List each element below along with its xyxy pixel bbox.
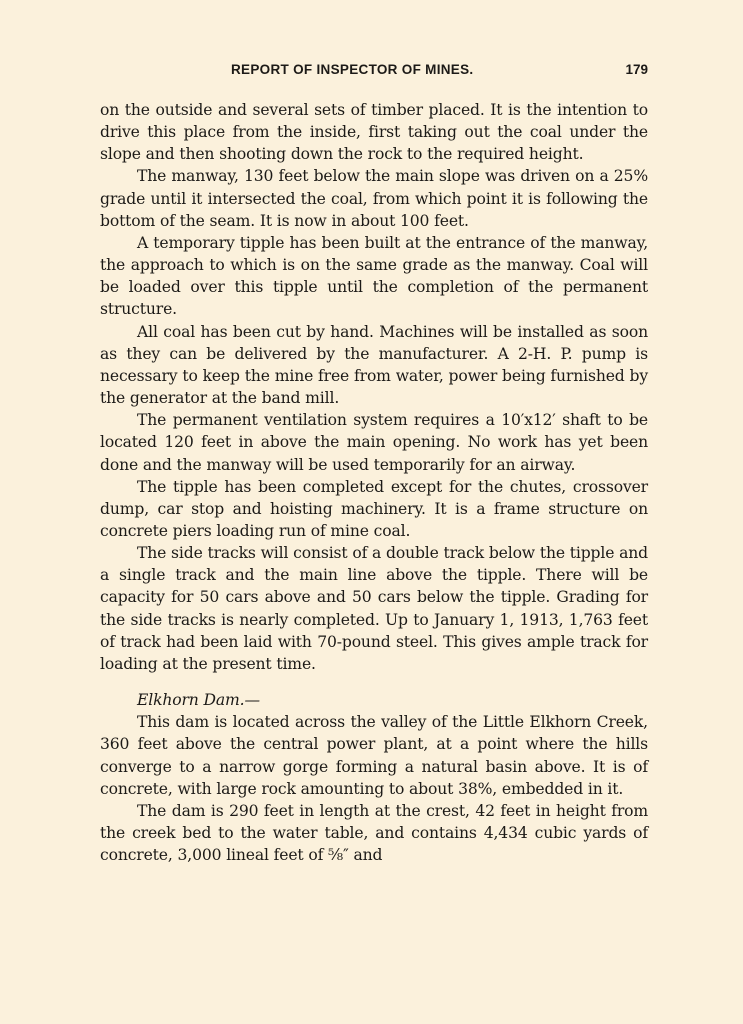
page-header: [100, 62, 648, 82]
section-heading-elkhorn-dam: Elkhorn Dam.—: [137, 691, 260, 710]
paragraph-tipple-completed: The tipple has been completed except for the chutes, crossover dump, car stop and hoisting machinery. It is a frame structure on concrete piers loading run of mine coal.: [100, 477, 648, 540]
paragraph-dam-location: This dam is located across the valley of the Little Elkhorn Creek, 360 feet above the central power plant, at a point where the hills converge to a narrow gorge forming a natural basin above. It is of concrete, with large rock amounting to about 38%, embedded in it.: [100, 713, 648, 798]
paragraph-continuation: on the outside and several sets of timber placed. It is the intention to drive this place from the inside, first taking out the coal under the slope and then shooting down the rock to the required height.: [100, 101, 648, 164]
page-body: [100, 99, 648, 866]
page-number: 179: [625, 62, 648, 77]
paragraph-manway: The manway, 130 feet below the main slope was driven on a 25% grade until it intersected the coal, from which point it is following the bottom of the seam. It is now in about 100 feet.: [100, 167, 648, 230]
paragraph-dam-dimensions: The dam is 290 feet in length at the crest, 42 feet in height from the creek bed to the water table, and contains 4,434 cubic yards of concrete, 3,000 lineal feet of ⅝″ and: [100, 801, 648, 865]
paragraph-temporary-tipple: A temporary tipple has been built at the entrance of the manway, the approach to which is on the same grade as the manway. Coal will be loaded over this tipple until the completion of the permanent structure.: [100, 233, 648, 319]
paragraph-side-tracks: The side tracks will consist of a double track below the tipple and a single track and the main line above the tipple. There will be capacity for 50 cars above and 50 cars below the tipple. Grading for the side tracks is nearly completed. Up to January 1, 1913, 1,763 feet of track had been laid with 70-pound steel. This gives ample track for loading at the present time.: [100, 544, 648, 673]
running-title: REPORT OF INSPECTOR OF MINES.: [231, 62, 474, 77]
paragraph-ventilation: The permanent ventilation system requires a 10′x12′ shaft to be located 120 feet in above the main opening. No work has yet been done and the manway will be used temporarily for an airway.: [100, 411, 648, 474]
paragraph-coal-cutting: All coal has been cut by hand. Machines will be installed as soon as they can be delivered by the manufacturer. A 2-H. P. pump is necessary to keep the mine free from water, power being furnished by the generator at the band mill.: [100, 322, 648, 408]
